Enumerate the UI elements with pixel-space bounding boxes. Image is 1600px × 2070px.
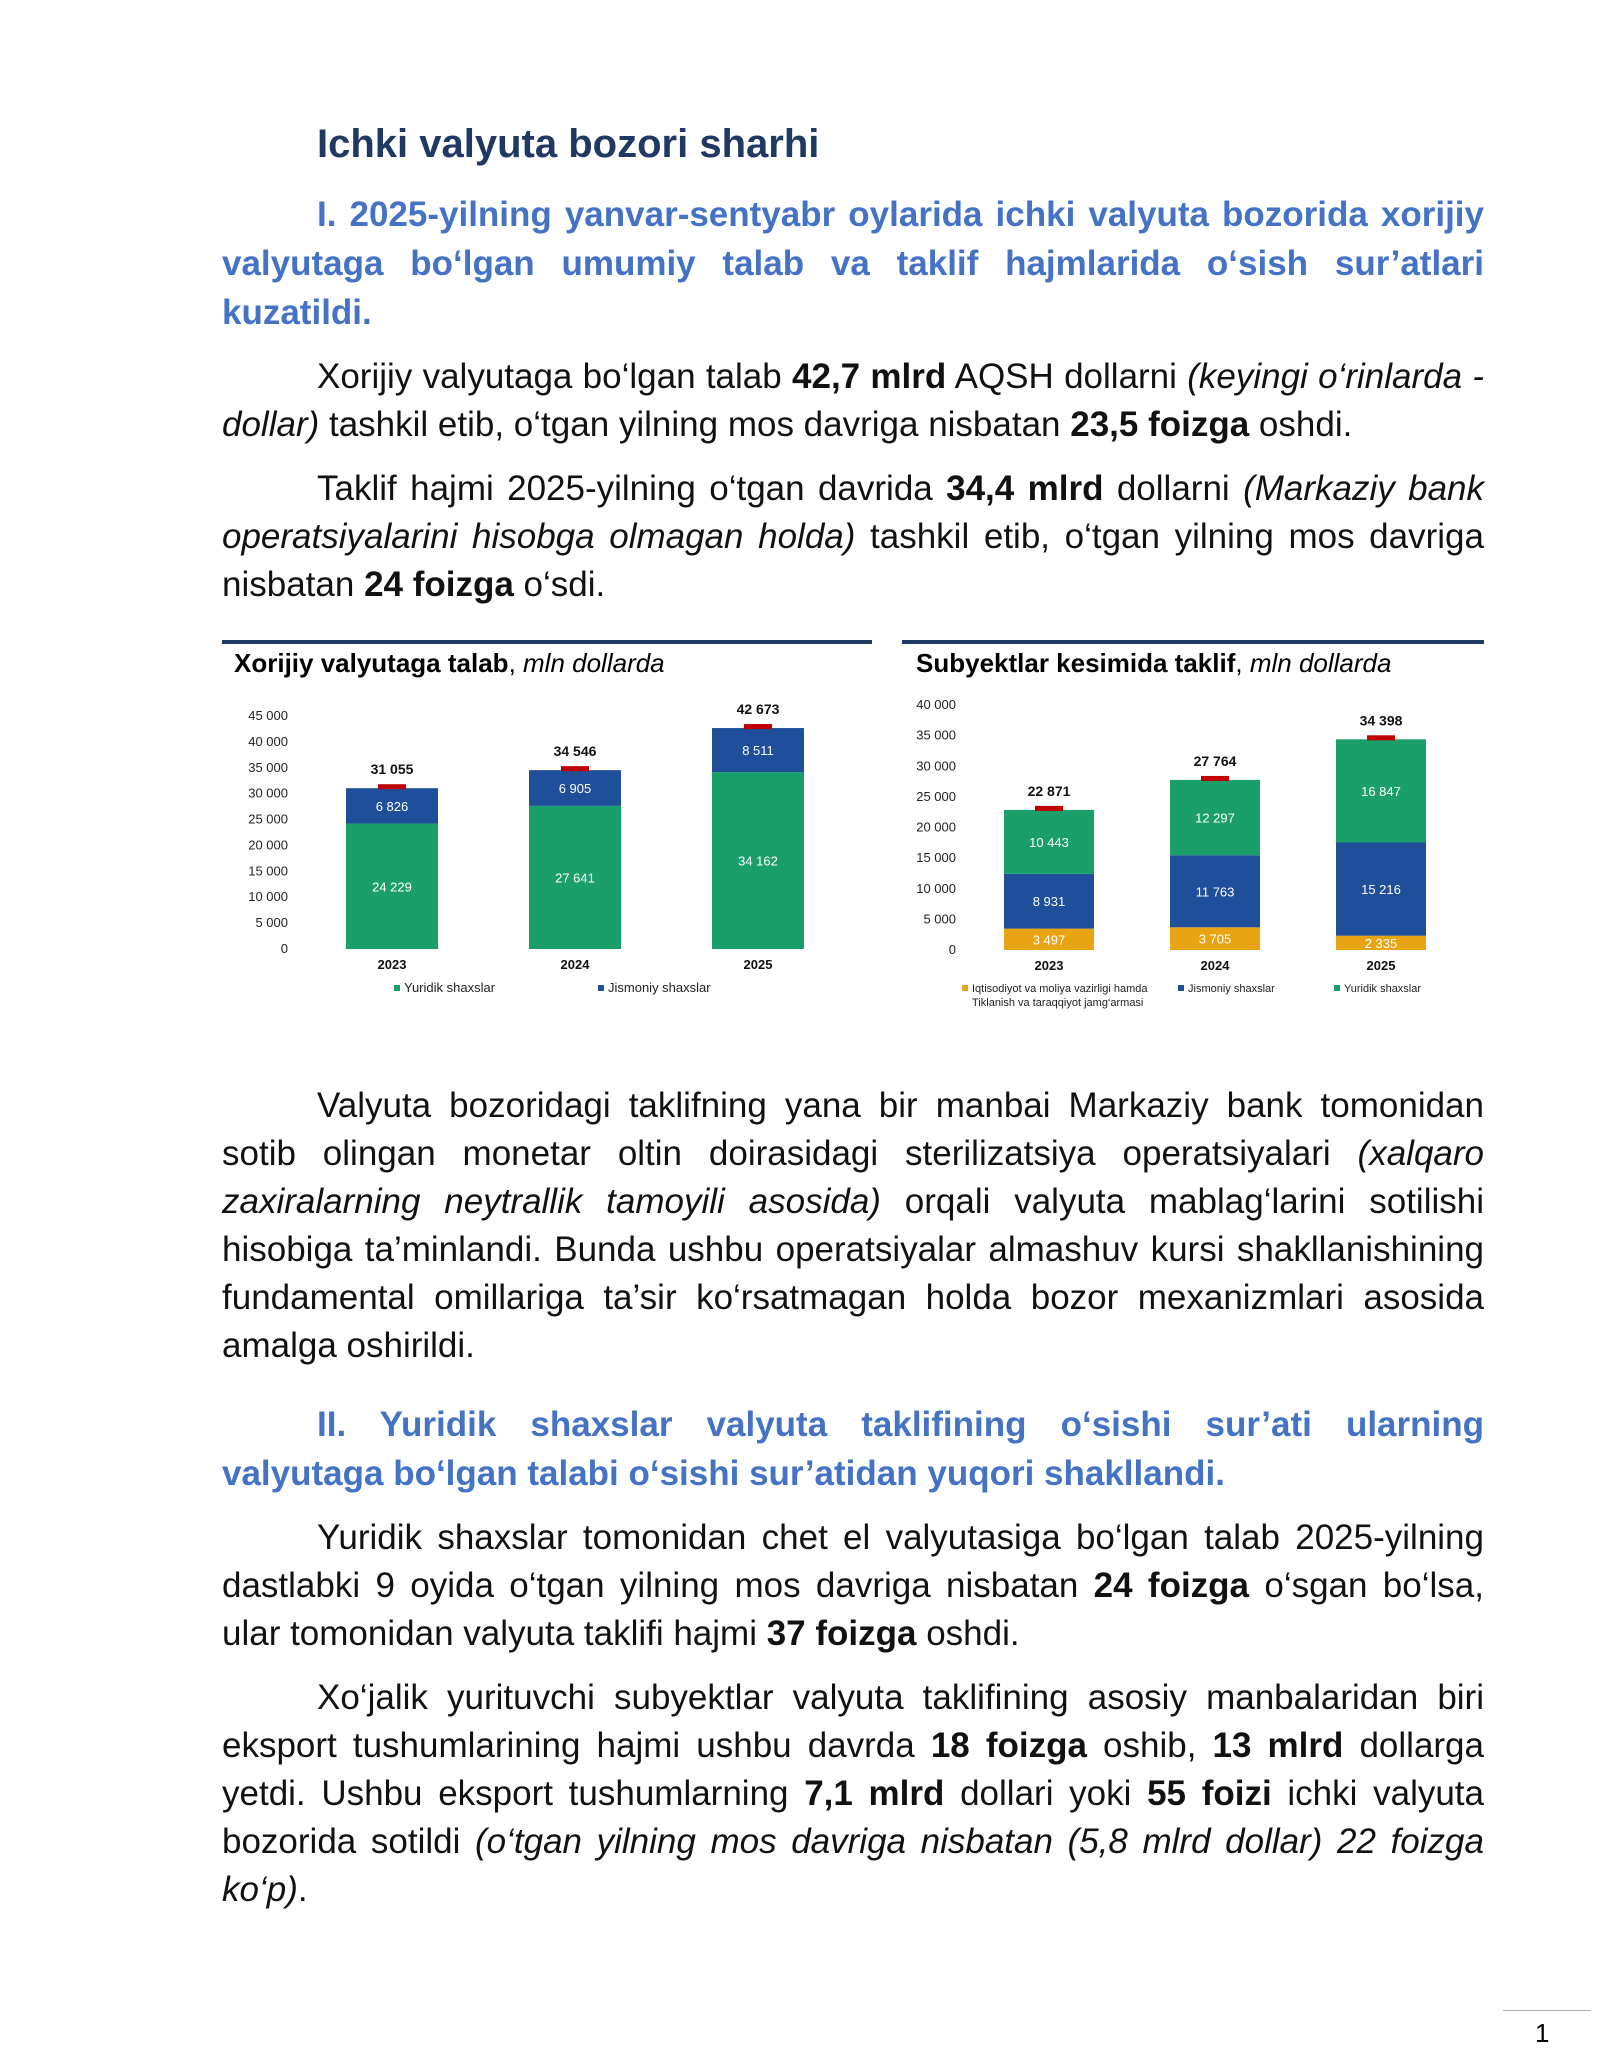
total-marker [1201, 776, 1229, 781]
x-tick-label: 2024 [560, 957, 590, 972]
x-tick-label: 2025 [743, 957, 773, 972]
section-2-paragraph-1 [222, 1514, 1484, 1658]
y-tick-label: 20 000 [248, 837, 288, 853]
chart-title-main: Subyektlar kesimida taklif [916, 648, 1236, 678]
text-run: . [297, 1870, 308, 1909]
x-tick-label: 2023 [377, 957, 407, 972]
total-marker [1035, 806, 1063, 811]
data-label: 8 931 [1032, 894, 1066, 910]
data-label: 8 511 [742, 743, 774, 759]
data-label: 2 335 [1364, 935, 1398, 951]
text-run: ichki valyuta bozorida sotildi [222, 1774, 1484, 1861]
x-tick-label: 2024 [1200, 958, 1230, 973]
footer-rule [1503, 2010, 1591, 2011]
bold-figure: 18 foizga [930, 1726, 1087, 1765]
demand-chart-plot [222, 640, 872, 1010]
supply-chart [902, 640, 1484, 1020]
legend-swatch [1334, 985, 1340, 991]
total-label: 31 055 [370, 761, 414, 778]
y-tick-label: 40 000 [248, 733, 288, 749]
total-marker [1367, 735, 1395, 740]
legend-swatch [394, 985, 400, 991]
section-1-paragraph-2 [222, 465, 1484, 609]
section-2-paragraph-2 [222, 1674, 1484, 1914]
total-label: 42 673 [736, 701, 780, 718]
bold-figure: 55 foizi [1147, 1774, 1272, 1813]
x-tick-label: 2025 [1366, 958, 1396, 973]
demand-chart [222, 640, 872, 1020]
bold-figure: 13 mlrd [1212, 1726, 1344, 1765]
data-label: 15 216 [1361, 882, 1401, 898]
bold-figure: 7,1 mlrd [804, 1774, 945, 1813]
legend-label: Iqtisodiyot va moliya vazirligi hamda [972, 983, 1148, 995]
total-label: 22 871 [1027, 782, 1071, 799]
y-tick-label: 25 000 [916, 788, 956, 804]
y-tick-label: 35 000 [248, 759, 288, 775]
text-run: oshdi. [1249, 405, 1353, 444]
italic-note: (Markaziy bank operatsiyalarini hisobga olmagan holda) [222, 469, 1484, 556]
page-title: Ichki valyuta bozori sharhi [317, 122, 820, 166]
text-run: Valyuta bozoridagi taklifning yana bir manbai Markaziy bank tomonidan sotib olingan monetar oltin doirasidagi sterilizatsiya operatsiyalari [222, 1086, 1484, 1173]
y-tick-label: 35 000 [916, 727, 956, 743]
legend-swatch [598, 985, 604, 991]
section-1-paragraph-3 [222, 1082, 1484, 1370]
section-2 [222, 1400, 1484, 1914]
total-marker [378, 784, 406, 789]
text-run: o‘sdi. [513, 565, 606, 604]
bold-figure: 23,5 foizga [1070, 405, 1250, 444]
text-run: AQSH dollarni [946, 357, 1188, 396]
y-tick-label: 0 [280, 941, 288, 956]
italic-note: (keyingi o‘rinlarda - dollar) [222, 357, 1484, 444]
italic-note: (xalqaro zaxiralarning neytrallik tamoyili asosida) [222, 1134, 1484, 1221]
total-marker [744, 724, 772, 729]
data-label: 11 763 [1195, 884, 1235, 900]
text-run: oshdi. [916, 1614, 1020, 1653]
italic-note: (o‘tgan yilning mos davriga nisbatan (5,8 mlrd dollar) 22 foizga ko‘p) [222, 1822, 1484, 1909]
data-label: 34 162 [738, 853, 778, 869]
legend-label: Yuridik shaxslar [404, 980, 496, 995]
bold-figure: 34,4 mlrd [946, 469, 1104, 508]
text-run: o‘sgan bo‘lsa, ular tomonidan valyuta taklifi hajmi [222, 1566, 1484, 1653]
total-marker [561, 766, 589, 771]
data-label: 27 641 [555, 870, 595, 886]
y-tick-label: 0 [948, 942, 956, 957]
text-run: tashkil etib, o‘tgan yilning mos davriga nisbatan [222, 517, 1484, 604]
section-1-paragraph-1 [222, 353, 1484, 449]
section-2-heading: II. Yuridik shaxslar valyuta taklifining o‘sishi sur’ati ularning valyutaga bo‘lgan talabi o‘sishi sur’atidan yuqori shakllandi. [222, 1405, 1484, 1493]
supply-chart-plot [902, 640, 1484, 1020]
text-run: Yuridik shaxslar tomonidan chet el valyutasiga bo‘lgan talab 2025-yilning dastlabki 9 oyida o‘tgan yilning mos davriga nisbatan [222, 1518, 1484, 1605]
text-run: dollarga yetdi. Ushbu eksport tushumlarning [222, 1726, 1484, 1813]
text-run: tashkil etib, o‘tgan yilning mos davriga nisbatan [319, 405, 1071, 444]
y-tick-label: 30 000 [916, 758, 956, 774]
text-run: orqali valyuta mablag‘larini sotilishi hisobiga ta’minlandi. Bunda ushbu operatsiyalar almashuv kursi shakllanishining fundamental omillariga ta’sir ko‘rsatmagan holda bozor mexanizmlari asosida amalga oshirildi. [222, 1182, 1484, 1365]
data-label: 24 229 [372, 879, 412, 895]
y-tick-label: 10 000 [248, 889, 288, 905]
legend-label: Tiklanish va taraqqiyot jamg‘armasi [972, 997, 1144, 1009]
section-1-continued [222, 1082, 1484, 1370]
data-label: 6 826 [375, 798, 409, 814]
data-label: 10 443 [1029, 834, 1069, 850]
section-1-heading: I. 2025-yilning yanvar-sentyabr oylarida ichki valyuta bozorida xorijiy valyutaga bo‘lgan umumiy talab va taklif hajmlarida o‘sish sur’atlari kuzatildi. [222, 195, 1484, 332]
text-run: oshib, [1086, 1726, 1213, 1765]
y-tick-label: 5 000 [923, 911, 956, 927]
bold-figure: 42,7 mlrd [792, 357, 947, 396]
bold-figure: 37 foizga [766, 1614, 917, 1653]
chart-title-main: Xorijiy valyutaga talab [234, 648, 509, 678]
legend-swatch [1178, 985, 1184, 991]
total-label: 34 546 [553, 743, 597, 760]
page-number: 1 [1535, 2018, 1550, 2048]
chart-title: Subyektlar kesimida taklif, mln dollarda [916, 648, 1392, 678]
data-label: 3 497 [1032, 932, 1066, 948]
text-run: Xorijiy valyutaga bo‘lgan talab [317, 357, 793, 396]
y-tick-label: 45 000 [248, 708, 288, 723]
chart-title-unit: mln dollarda [523, 648, 665, 678]
total-label: 27 764 [1193, 752, 1237, 769]
y-tick-label: 15 000 [248, 863, 288, 879]
y-tick-label: 40 000 [916, 697, 956, 712]
data-label: 12 297 [1195, 810, 1235, 826]
y-tick-label: 5 000 [255, 915, 288, 931]
y-tick-label: 15 000 [916, 850, 956, 866]
bold-figure: 24 foizga [1093, 1566, 1250, 1605]
y-tick-label: 10 000 [916, 880, 956, 896]
bold-figure: 24 foizga [364, 565, 514, 604]
y-tick-label: 30 000 [248, 785, 288, 801]
legend-swatch [962, 985, 968, 991]
text-run: dollarni [1103, 469, 1244, 508]
legend-label: Yuridik shaxslar [1344, 983, 1422, 995]
data-label: 3 705 [1198, 931, 1232, 947]
x-tick-label: 2023 [1034, 958, 1064, 973]
text-run: dollari yoki [944, 1774, 1148, 1813]
data-label: 6 905 [558, 781, 592, 797]
data-label: 16 847 [1361, 783, 1401, 799]
chart-title-unit: mln dollarda [1249, 648, 1392, 678]
text-run: Taklif hajmi 2025-yilning o‘tgan davrida [317, 469, 947, 508]
text-run: Xo‘jalik yurituvchi subyektlar valyuta taklifining asosiy manbalaridan biri eksport tushumlarining hajmi ushbu davrda [222, 1678, 1484, 1765]
section-1 [222, 190, 1484, 609]
legend-label: Jismoniy shaxslar [608, 980, 711, 995]
y-tick-label: 25 000 [248, 811, 288, 827]
legend-label: Jismoniy shaxslar [1188, 983, 1275, 995]
total-label: 34 398 [1359, 712, 1403, 729]
y-tick-label: 20 000 [916, 819, 956, 835]
chart-title: Xorijiy valyutaga talab, mln dollarda [234, 648, 665, 678]
